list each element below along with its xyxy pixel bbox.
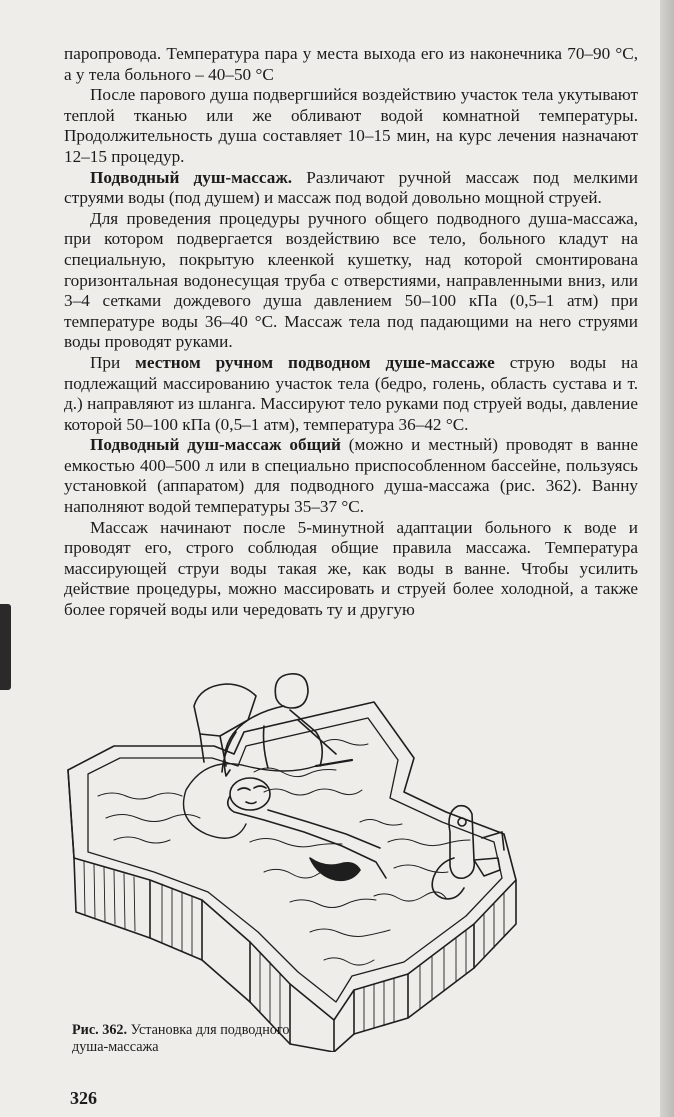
bath-illustration (54, 662, 574, 1052)
hose (184, 764, 317, 839)
paragraph-6 (64, 435, 638, 517)
paragraph-4: Для проведения процедуры ручного общего подводного душа-массажа, при котором подвергается воздействию все тело, больного кладут на специальную, покрытую клеенкой кушетку, над которой смонтирована горизонтальная водонесущая труба с отверстиями, направленными вниз, или 3–4 сетками дождевого душа давлением 50–100 кПа (0,5–1 атм) при температуре воды 36–40 °С. Массаж тела под падающими на него струями воды проводят руками. (64, 208, 638, 352)
figure-caption-text: Установка для подводного душа-массажа (72, 1022, 290, 1055)
tub-outer-rim (68, 702, 516, 1020)
term-general-massage: Подводный душ-массаж общий (90, 435, 341, 455)
figure-caption (72, 1022, 292, 1056)
paragraph-5 (64, 353, 638, 435)
tub-inner-rim (88, 718, 502, 1002)
paragraph-1: паропровода. Температура пара у места выхода его из наконечника 70–90 °С, а у тела больного – 40–50 °С (64, 44, 638, 84)
page-tab-marker (0, 604, 11, 690)
body-text (64, 44, 638, 621)
paragraph-7: Массаж начинают после 5-минутной адаптации больного к воде и проводят его, строго соблюдая общие правила массажа. Температура массирующей струи воды такая же, как воды в ванне. Чтобы усилить действие процедуры, можно массировать и струей более холодной, а также более горячей воды или чередовать ту и другую (64, 517, 638, 620)
paragraph-5-lead: При (90, 352, 136, 372)
masseur-figure (194, 674, 336, 776)
page-number: 326 (70, 1088, 97, 1108)
heading-underwater-shower-massage: Подводный душ-массаж. (90, 167, 293, 187)
paragraph-2: После парового душа подвергшийся воздействию участок тела укутывают теплой тканью или же обливают водой комнатной температуры. Продолжительность душа составляет 10–15 мин, на курс лечения назначают 12–15 процедур. (64, 85, 638, 166)
figure-label: Рис. 362. (72, 1022, 128, 1038)
patient-figure (228, 778, 386, 880)
paragraph-3 (64, 168, 638, 209)
term-local-manual-massage: местном ручном подводном душе-массаже (135, 352, 495, 372)
water-ripples (98, 740, 470, 966)
paragraph-6-text: (можно и местный) проводят в ванне емкостью 400–500 л или в специально приспособленном бассейне, пользуясь установкой (аппаратом) для подводного душа-массажа (рис. 362). Ванну наполняют водой температуры 35–37 °С. (64, 435, 638, 517)
page-edge-shadow (660, 0, 674, 1117)
paragraph-5-text: струю воды на подлежащий массированию участок тела (бедро, голень, область сустава и т. д.) направляют из шланга. Массируют тело руками под струей воды, давление которой 50–100 кПа (0,5–1 атм), температура 36–42 °С. (64, 352, 638, 434)
paragraph-3-text: Различают ручной массаж под мелкими струями воды (под душем) и массаж под водой довольно мощной струей. (64, 167, 638, 208)
